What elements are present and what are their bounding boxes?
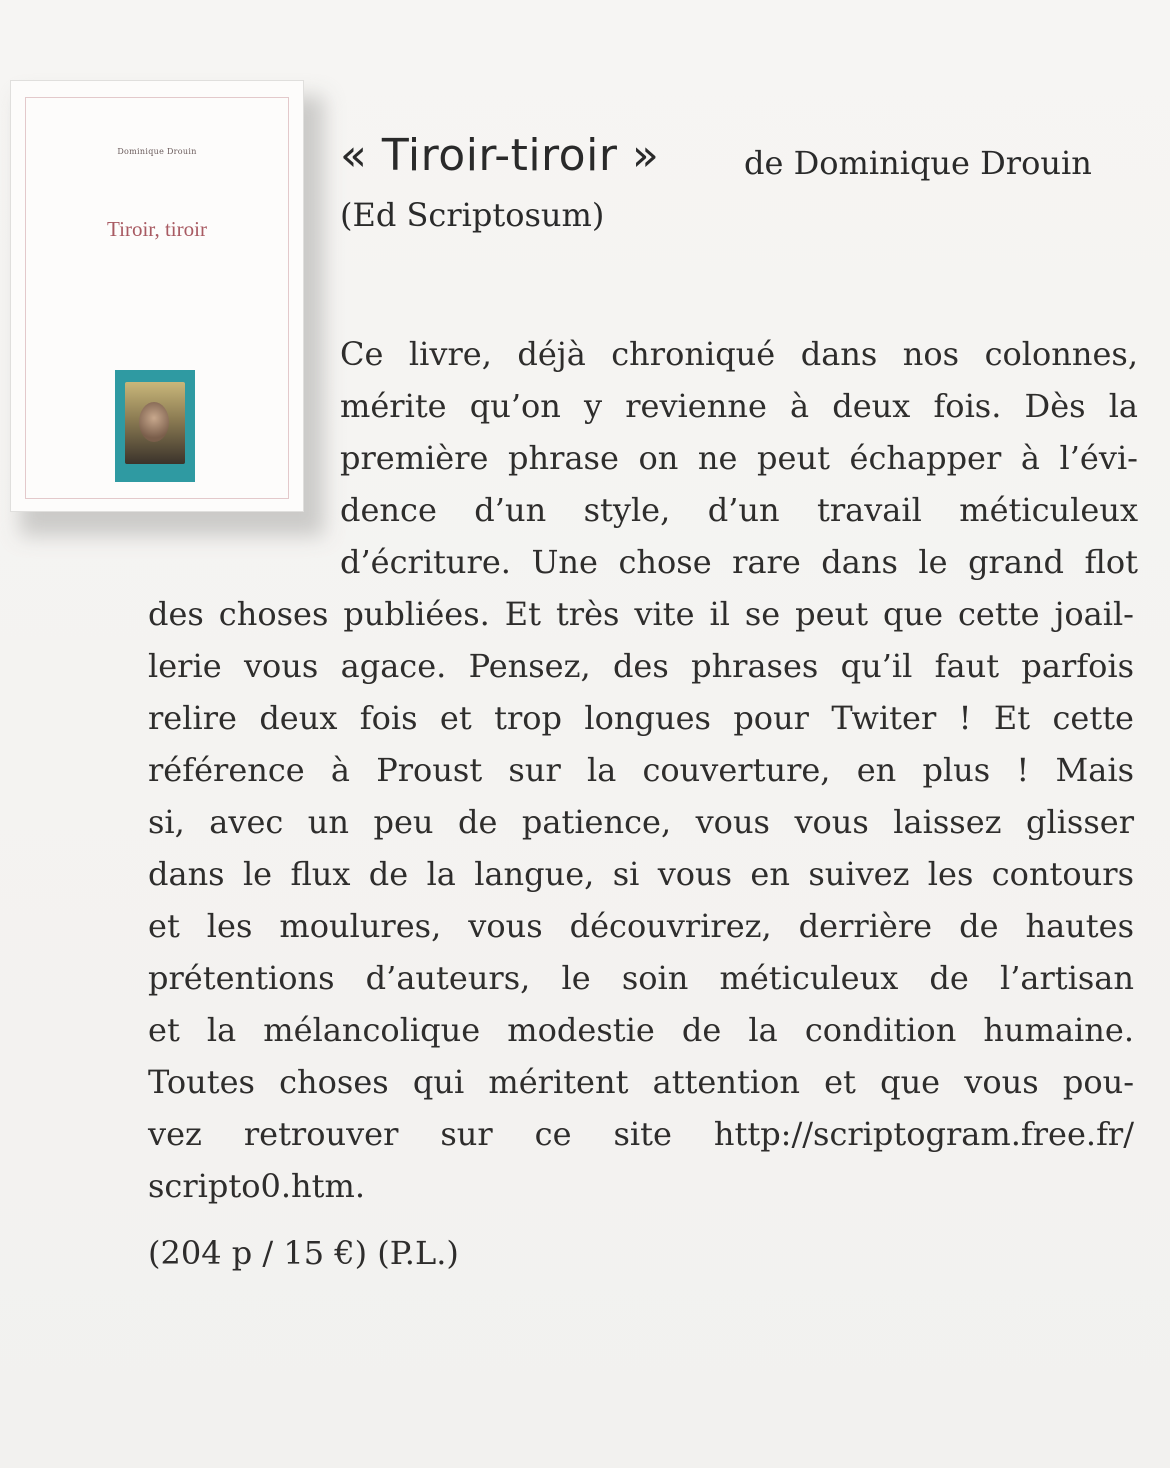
body-line: [340, 542, 1138, 582]
article-heading: [340, 130, 1150, 181]
body-line: [148, 1010, 1134, 1050]
book-cover-photo: [115, 370, 195, 482]
body-line: [148, 958, 1134, 998]
book-cover-image: [10, 80, 304, 512]
body-line-text: dans le flux de la langue, si vous en suivez les contours: [148, 855, 1134, 893]
body-line-text: dence d’un style, d’un travail méticuleux: [340, 491, 1138, 529]
article-author: de Dominique Drouin: [744, 144, 1092, 182]
body-line-text: et la mélancolique modestie de la condition humaine.: [148, 1011, 1134, 1049]
body-line: [148, 802, 1134, 842]
body-line-text: mérite qu’on y revienne à deux fois. Dès la: [340, 387, 1138, 425]
body-line: [148, 646, 1134, 686]
body-line-text: référence à Proust sur la couverture, en plus ! Mais: [148, 751, 1134, 789]
body-line: [148, 698, 1134, 738]
body-line-text: Toutes choses qui méritent attention et que vous pou-: [148, 1063, 1134, 1101]
body-line: [148, 906, 1134, 946]
body-line: [340, 334, 1138, 374]
price-info: (204 p / 15 €) (P.L.): [148, 1234, 459, 1272]
body-line: [340, 386, 1138, 426]
body-line-text: des choses publiées. Et très vite il se peut que cette joail-: [148, 595, 1134, 633]
body-line-text: vez retrouver sur ce site http://scriptogram.free.fr/: [148, 1115, 1134, 1153]
body-line-text: d’écriture. Une chose rare dans le grand flot: [340, 543, 1138, 581]
body-line-text: Ce livre, déjà chroniqué dans nos colonnes,: [340, 335, 1138, 373]
body-line-text: scripto0.htm.: [148, 1167, 365, 1205]
body-line: [340, 438, 1138, 478]
body-line: [148, 750, 1134, 790]
body-line-text: lerie vous agace. Pensez, des phrases qu’il faut parfois: [148, 647, 1134, 685]
body-line-text: prétentions d’auteurs, le soin méticuleux de l’artisan: [148, 959, 1134, 997]
body-line-text: si, avec un peu de patience, vous vous laissez glisser: [148, 803, 1134, 841]
portrait-face: [139, 402, 169, 442]
article-title: « Tiroir-tiroir »: [340, 130, 660, 181]
body-line-text: relire deux fois et trop longues pour Twiter ! Et cette: [148, 699, 1134, 737]
article-publisher: (Ed Scriptosum): [340, 196, 605, 234]
book-cover-author: Dominique Drouin: [117, 147, 197, 156]
body-line-text: première phrase on ne peut échapper à l’évi-: [340, 439, 1138, 477]
body-line: [148, 1114, 1134, 1154]
body-line-text: et les moulures, vous découvrirez, derrière de hautes: [148, 907, 1134, 945]
body-line: [340, 490, 1138, 530]
body-line: [148, 854, 1134, 894]
body-line: [148, 594, 1134, 634]
author-portrait: [125, 382, 185, 464]
body-line-last: [148, 1166, 1134, 1206]
body-line: [148, 1062, 1134, 1102]
book-cover-title: Tiroir, tiroir: [107, 217, 207, 241]
